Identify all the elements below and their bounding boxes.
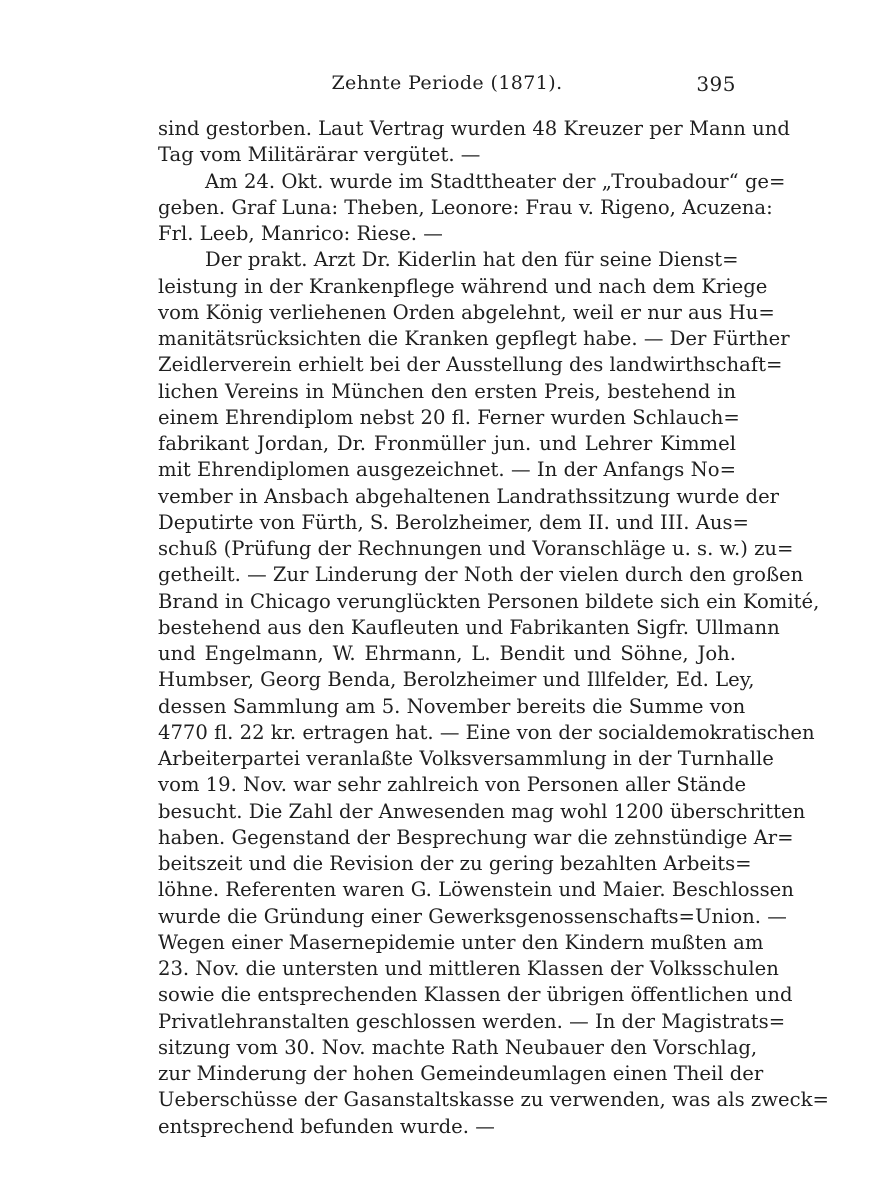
paragraph-3 <box>158 247 829 1140</box>
text-line: zur Minderung der hohen Gemeindeumlagen einen Theil der <box>158 1062 764 1085</box>
text-line: Wegen einer Masernepidemie unter den Kindern mußten am <box>158 930 764 954</box>
text-line: bestehend aus den Kaufleuten und Fabrikanten Sigfr. Ullmann <box>158 615 780 639</box>
text-line: Ueberschüsse der Gasanstaltskasse zu verwenden, was als zweck= <box>158 1088 829 1112</box>
text-line: Der prakt. Arzt Dr. Kiderlin hat den für seine Dienst= <box>205 248 739 272</box>
text-line: besucht. Die Zahl der Anwesenden mag wohl 1200 überschritten <box>158 799 806 823</box>
text-line: Tag vom Militärärar vergütet. — <box>158 143 481 167</box>
body-text <box>158 116 829 1140</box>
text-line: wurde die Gründung einer Gewerksgenossenschafts=Union. — <box>158 904 787 928</box>
text-line: entsprechend befunden wurde. — <box>158 1114 495 1138</box>
text-line: haben. Gegenstand der Besprechung war die zehnstündige Ar= <box>158 825 794 849</box>
text-line: getheilt. — Zur Linderung der Noth der vielen durch den großen <box>158 563 804 587</box>
text-line: Zeidlerverein erhielt bei der Ausstellung des landwirthschaft= <box>158 353 783 377</box>
text-line: einem Ehrendiplom nebst 20 fl. Ferner wurden Schlauch= <box>158 405 740 429</box>
text-line: manitätsrücksichten die Kranken gepflegt habe. — Der Fürther <box>158 327 790 350</box>
text-line: lichen Vereins in München den ersten Preis, bestehend in <box>158 379 736 403</box>
text-line: mit Ehrendiplomen ausgezeichnet. — In der Anfangs No= <box>158 458 736 482</box>
text-line: Privatlehranstalten geschlossen werden. — In der Magistrats= <box>158 1009 786 1033</box>
text-line: sind gestorben. Laut Vertrag wurden 48 Kreuzer per Mann und <box>158 117 790 140</box>
text-line: Arbeiterpartei veranlaßte Volksversammlung in der Turnhalle <box>158 747 774 770</box>
text-line: 4770 fl. 22 kr. ertragen hat. — Eine von der socialdemokratischen <box>158 720 815 744</box>
page-header <box>158 72 736 104</box>
text-line: Am 24. Okt. wurde im Stadttheater der „Troubadour“ ge= <box>205 169 786 193</box>
text-line: beitszeit und die Revision der zu gering bezahlten Arbeits= <box>158 852 752 875</box>
text-line: leistung in der Krankenpflege während und nach dem Kriege <box>158 274 768 298</box>
text-line: vember in Ansbach abgehaltenen Landrathssitzung wurde der <box>158 484 780 508</box>
page-number: 395 <box>696 72 736 96</box>
text-line: und Engelmann, W. Ehrmann, L. Bendit und Söhne, Joh. <box>158 642 736 665</box>
text-line: vom 19. Nov. war sehr zahlreich von Personen aller Stände <box>158 773 747 797</box>
text-line: löhne. Referenten waren G. Löwenstein und Maier. Beschlossen <box>158 878 794 902</box>
text-line: Humbser, Georg Benda, Berolzheimer und Illfelder, Ed. Ley, <box>158 668 755 692</box>
running-title: Zehnte Periode (1871). <box>331 72 563 94</box>
paragraph-1 <box>158 116 790 169</box>
text-line: 23. Nov. die untersten und mittleren Klassen der Volksschulen <box>158 957 779 980</box>
text-line: fabrikant Jordan, Dr. Fronmüller jun. und Lehrer Kimmel <box>158 432 736 455</box>
text-line: Brand in Chicago verunglückten Personen bildete sich ein Komité, <box>158 589 820 613</box>
text-line: geben. Graf Luna: Theben, Leonore: Frau v. Rigeno, Acuzena: <box>158 195 773 219</box>
text-line: vom König verliehenen Orden abgelehnt, weil er nur aus Hu= <box>158 300 775 324</box>
text-line: Deputirte von Fürth, S. Berolzheimer, dem II. und III. Aus= <box>158 510 749 534</box>
text-line: sitzung vom 30. Nov. machte Rath Neubauer den Vorschlag, <box>158 1035 758 1059</box>
paragraph-2 <box>158 169 786 248</box>
text-line: schuß (Prüfung der Rechnungen und Voranschläge u. s. w.) zu= <box>158 537 794 560</box>
text-line: dessen Sammlung am 5. November bereits die Summe von <box>158 694 746 718</box>
text-line: Frl. Leeb, Manrico: Riese. — <box>158 222 443 245</box>
text-line: sowie die entsprechenden Klassen der übrigen öffentlichen und <box>158 983 793 1007</box>
